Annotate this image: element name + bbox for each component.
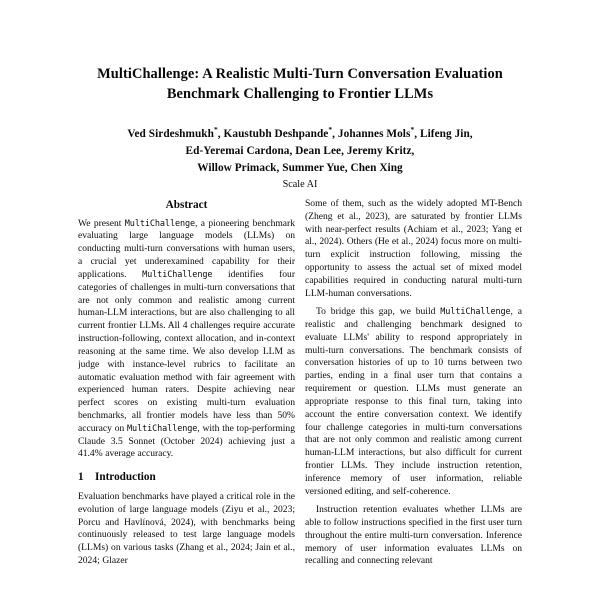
abstract-text-segment-1: We present [78, 217, 125, 229]
introduction-heading [78, 470, 295, 485]
author-line-3: Willow Primack, Summer Yue, Chen Xing [197, 162, 403, 175]
section-number: 1 [78, 471, 84, 484]
author-line-2: Ed-Yeremai Cardona, Dean Lee, Jeremy Kritz, [185, 145, 415, 158]
abstract-paragraph [78, 218, 295, 462]
author-name-johannes-mols: , Johannes Mols [332, 127, 411, 140]
author-name-lifeng-jin: , Lifeng Jin, [414, 127, 473, 140]
abstract-text-segment-3: identifies four categories of challenges in multi-turn conversations that are not only common and realistic among current human-LLM interactions, but are also challenging to all current frontier LLMs. All 4 challenges require accurate instruction-following, context allocation, and in-context reasoning at the same time. We also develop LLM as judge with instance-level rubrics to facilitate an automatic evaluation method with fair agreement with experienced human raters. Despite achieving near perfect scores on existing multi-turn evaluation benchmarks, all frontier models have less than 50% accuracy on [78, 268, 295, 434]
benchmark-name-mono-3: MultiChallenge [127, 423, 198, 434]
right-column-paragraph-3: Instruction retention evaluates whether LLMs are able to follow instructions specified in the first user turn throughout the entire multi-turn conversation. Inference memory of user information evaluates LLMs on recalling and connecting relevant [305, 504, 522, 567]
right-column [305, 198, 522, 600]
abstract-text-segment-4: , with the top-performing Claude 3.5 Sonnet (October 2024) achieving just a 41.4% average accuracy. [78, 422, 295, 460]
paper-title-line-2: Benchmark Challenging to Frontier LLMs [166, 86, 434, 103]
paper-title-line-1: MultiChallenge: A Realistic Multi-Turn Conversation Evaluation [97, 66, 503, 82]
page-title [85, 64, 515, 105]
benchmark-name-mono-1: MultiChallenge [124, 218, 196, 229]
author-line-1 [0, 126, 600, 143]
left-column [78, 198, 295, 600]
introduction-section [78, 470, 295, 568]
abstract-section [78, 198, 295, 461]
benchmark-name-mono-4: MultiChallenge [440, 307, 511, 318]
author-name-kaustubh-deshpande: , Kaustubh Deshpande [217, 127, 329, 140]
benchmark-name-mono-2: MultiChallenge [142, 269, 213, 280]
introduction-paragraph-1: Evaluation benchmarks have played a critical role in the evolution of large language models (Ziyu et al., 2023; Porcu and Havlínová, 2024), with benchmarks being continuously released to test large language models (LLMs) on various tasks (Zhang et al., 2024; Jain et al., 2024; Glazer [78, 490, 295, 566]
author-affiliation: Scale AI [282, 179, 318, 191]
author-name-ved-sirdeshmukh: Ved Sirdeshmukh [127, 127, 214, 140]
author-footnote-marker-2: * [328, 125, 333, 135]
right-column-paragraph-2 [305, 306, 522, 498]
title-block [0, 0, 600, 193]
right-column-paragraph-1: Some of them, such as the widely adopted MT-Bench (Zheng et al., 2023), are saturated by frontier LLMs with near-perfect results (Achiam et al., 2023; Yang et al., 2024). Others (He et al., 2024) focus more on multi-turn explicit instruction following, missing the opportunity to assess the actual set of mixed model capabilities required in conducting natural multi-turn LLM-human conversations. [305, 198, 522, 299]
section-title: Introduction [95, 471, 156, 484]
abstract-heading: Abstract [165, 199, 208, 211]
authors-block [0, 126, 600, 193]
author-footnote-marker-3: * [410, 125, 415, 135]
right-text-segment-1: To bridge this gap, we build [316, 306, 441, 318]
abstract-text-segment-2: , a pioneering benchmark evaluating large language models (LLMs) on conducting multi-turn conversations with human users, a crucial yet underexamined capability for their applications. [78, 217, 295, 280]
right-text-segment-2: , a realistic and challenging benchmark designed to evaluate LLMs' ability to respond appropriately in multi-turn conversations. The benchmark consists of conversation histories of up to 10 turns between two parties, ending in a final user turn that contains a requirement or question. LLMs must generate an appropriate response to this final turn, taking into account the entire conversation context. We identify four challenge categories in multi-turn conversations that are not only common and realistic among current human-LLM interactions, but also difficult for current frontier LLMs. They include instruction retention, inference memory of user information, reliable versioned editing, and self-coherence. [305, 306, 522, 497]
author-footnote-marker-1: * [213, 125, 218, 135]
two-column-body [0, 198, 600, 600]
